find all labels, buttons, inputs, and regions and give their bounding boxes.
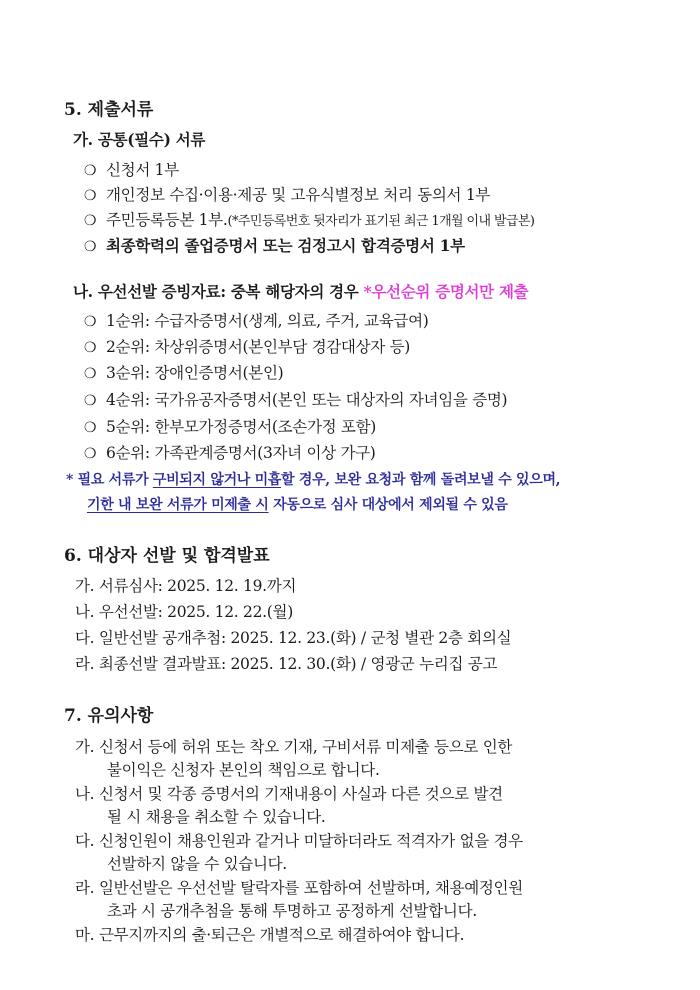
resident-register-note: (*주민등록번호 뒷자리가 표기된 최근 1개월 이내 발급본) (227, 214, 535, 229)
caution-item-cont: 초과 시 공개추첨을 통해 투명하고 공정하게 선발합니다. (107, 902, 477, 920)
list-item: ❍ 주민등록등본 1부.(*주민등록번호 뒷자리가 표기된 최근 1개월 이내 발급본) (84, 211, 535, 229)
priority-highlight: *우선순위 증명서만 제출 (363, 282, 529, 301)
section-6-title: 6. 대상자 선발 및 합격발표 (64, 546, 270, 566)
circle-bullet-icon: ❍ (84, 239, 97, 255)
common-docs-heading: 가. 공통(필수) 서류 (73, 130, 206, 149)
list-item: ❍ 개인정보 수집·이용·제공 및 고유식별정보 처리 동의서 1부 (84, 186, 491, 204)
notice-line-2: 기한 내 보완 서류가 미제출 시 자동으로 심사 대상에서 제외될 수 있음 (87, 497, 508, 513)
schedule-item: 나. 우선선발: 2025. 12. 22.(월) (75, 603, 293, 621)
schedule-item: 다. 일반선발 공개추첨: 2025. 12. 23.(화) / 군청 별관 2층 회의실 (75, 629, 512, 647)
caution-item-cont: 불이익은 신청자 본인의 책임으로 합니다. (107, 761, 380, 779)
circle-bullet-icon: ❍ (84, 340, 97, 356)
list-item: ❍ 신청서 1부 (84, 161, 179, 179)
section-7-title: 7. 유의사항 (64, 706, 154, 726)
section-5-title: 5. 제출서류 (64, 100, 154, 120)
circle-bullet-icon: ❍ (84, 420, 97, 436)
schedule-item: 가. 서류심사: 2025. 12. 19.까지 (75, 577, 297, 595)
caution-item-cont: 될 시 채용을 취소할 수 있습니다. (107, 808, 326, 826)
list-item: ❍ 최종학력의 졸업증명서 또는 검정고시 합격증명서 1부 (84, 236, 465, 255)
circle-bullet-icon: ❍ (84, 366, 97, 382)
circle-bullet-icon: ❍ (84, 446, 97, 462)
list-item: ❍ 3순위: 장애인증명서(본인) (84, 364, 284, 382)
caution-item: 나. 신청서 및 각종 증명서의 기재내용이 사실과 다른 것으로 발견 (75, 785, 503, 803)
notice-line-1: * 필요 서류가 구비되지 않거나 미흡할 경우, 보완 요청과 함께 돌려보낼 수 있으며, (66, 472, 561, 488)
list-item: ❍ 6순위: 가족관계증명서(3자녀 이상 가구) (84, 444, 376, 462)
priority-docs-heading: 나. 우선선발 증빙자료: 중복 해당자의 경우 *우선순위 증명서만 제출 (73, 282, 529, 301)
caution-item: 마. 근무지까지의 출·퇴근은 개별적으로 해결하여야 합니다. (75, 926, 465, 944)
circle-bullet-icon: ❍ (84, 188, 97, 204)
circle-bullet-icon: ❍ (84, 393, 97, 409)
circle-bullet-icon: ❍ (84, 163, 97, 179)
list-item: ❍ 1순위: 수급자증명서(생계, 의료, 주거, 교육급여) (84, 312, 429, 330)
list-item: ❍ 2순위: 차상위증명서(본인부담 경감대상자 등) (84, 338, 411, 356)
caution-item: 라. 일반선발은 우선선발 탈락자를 포함하여 선발하며, 채용예정인원 (75, 879, 523, 897)
circle-bullet-icon: ❍ (84, 314, 97, 330)
caution-item: 다. 신청인원이 채용인원과 같거나 미달하더라도 적격자가 없을 경우 (75, 832, 523, 850)
schedule-item: 라. 최종선발 결과발표: 2025. 12. 30.(화) / 영광군 누리집 공고 (75, 655, 498, 673)
list-item: ❍ 5순위: 한부모가정증명서(조손가정 포함) (84, 418, 377, 436)
circle-bullet-icon: ❍ (84, 213, 97, 229)
list-item: ❍ 4순위: 국가유공자증명서(본인 또는 대상자의 자녀임을 증명) (84, 391, 508, 409)
caution-item-cont: 선발하지 않을 수 있습니다. (107, 855, 287, 873)
caution-item: 가. 신청서 등에 허위 또는 착오 기재, 구비서류 미제출 등으로 인한 (75, 738, 513, 756)
